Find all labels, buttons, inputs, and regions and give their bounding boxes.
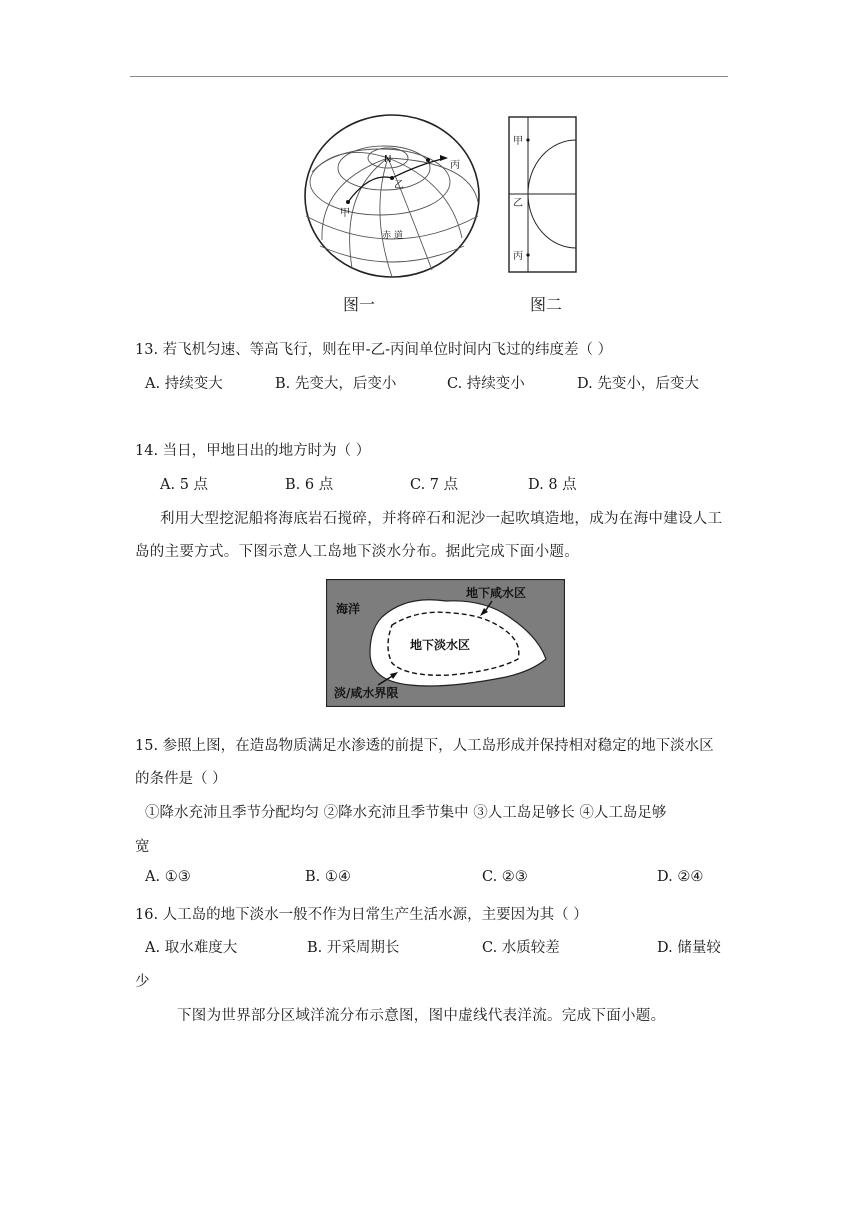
island-figure	[326, 579, 565, 707]
island-boundary-label: 淡/咸水界限	[334, 686, 399, 700]
q15-option-a: A. ①③	[145, 869, 191, 885]
q15-stem-line1: 15. 参照上图，在造岛物质满足水渗透的前提下，人工岛形成并保持相对稳定的地下淡水区	[135, 738, 714, 754]
q14-option-a: A. 5 点	[160, 477, 209, 493]
globe-equator-label: 赤 道	[382, 231, 403, 241]
q16-option-b: B. 开采周期长	[307, 940, 400, 956]
q14-stem: 14. 当日，甲地日出的地方时为（ ）	[135, 443, 371, 459]
q16-stem: 16. 人工岛的地下淡水一般不作为日常生产生活水源，主要因为其（ ）	[135, 907, 588, 923]
q13-stem: 13. 若飞机匀速、等高飞行，则在甲-乙-丙间单位时间内飞过的纬度差（ ）	[135, 342, 613, 358]
q15-conditions-line1: ①降水充沛且季节分配均匀 ②降水充沛且季节集中 ③人工岛足够长 ④人工岛足够	[145, 805, 667, 821]
globe-north-label: N	[384, 154, 392, 165]
q14-option-d: D. 8 点	[528, 477, 577, 493]
rect-label-jia: 甲	[513, 136, 523, 147]
q15-conditions-line2: 宽	[135, 839, 150, 855]
q14-option-b: B. 6 点	[285, 477, 334, 493]
q15-option-d: D. ②④	[657, 869, 704, 885]
globe-label-bing: 丙	[450, 160, 460, 171]
header-rule	[130, 76, 728, 77]
q13-option-b: B. 先变大，后变小	[275, 376, 397, 392]
q16-option-a: A. 取水难度大	[145, 940, 238, 956]
q16-option-c: C. 水质较差	[482, 940, 560, 956]
q16-option-d: D. 储量较	[657, 940, 721, 956]
rect-label-bing: 丙	[513, 251, 523, 262]
q15-stem-line2: 的条件是（ ）	[135, 771, 227, 787]
q13-option-a: A. 持续变大	[145, 376, 223, 392]
globe-label-yi: 乙	[394, 180, 404, 191]
q14-option-c: C. 7 点	[410, 477, 459, 493]
island-ocean-label: 海洋	[336, 602, 361, 616]
q13-option-c: C. 持续变小	[447, 376, 525, 392]
rect-caption: 图二	[530, 295, 563, 314]
passage1-line2: 岛的主要方式。下图示意人工岛地下淡水分布。据此完成下面小题。	[135, 544, 579, 560]
q15-option-b: B. ①④	[305, 869, 351, 885]
q13-option-d: D. 先变小，后变大	[577, 376, 699, 392]
passage1-line1: 利用大型挖泥船将海底岩石搅碎，并将碎石和泥沙一起吹填造地，成为在海中建设人工	[160, 511, 723, 527]
passage2-line1: 下图为世界部分区域洋流分布示意图，图中虚线代表洋流。完成下面小题。	[177, 1008, 666, 1024]
q15-option-c: C. ②③	[482, 869, 528, 885]
globe-caption: 图一	[343, 295, 376, 314]
globe-figure	[300, 112, 485, 282]
globe-label-jia: 甲	[340, 208, 350, 219]
island-saline-label: 地下咸水区	[466, 586, 527, 600]
rect-label-yi: 乙	[513, 198, 523, 209]
q16-option-d-wrap: 少	[135, 974, 150, 990]
rect-figure	[508, 116, 578, 276]
island-fresh-label: 地下淡水区	[410, 638, 471, 652]
